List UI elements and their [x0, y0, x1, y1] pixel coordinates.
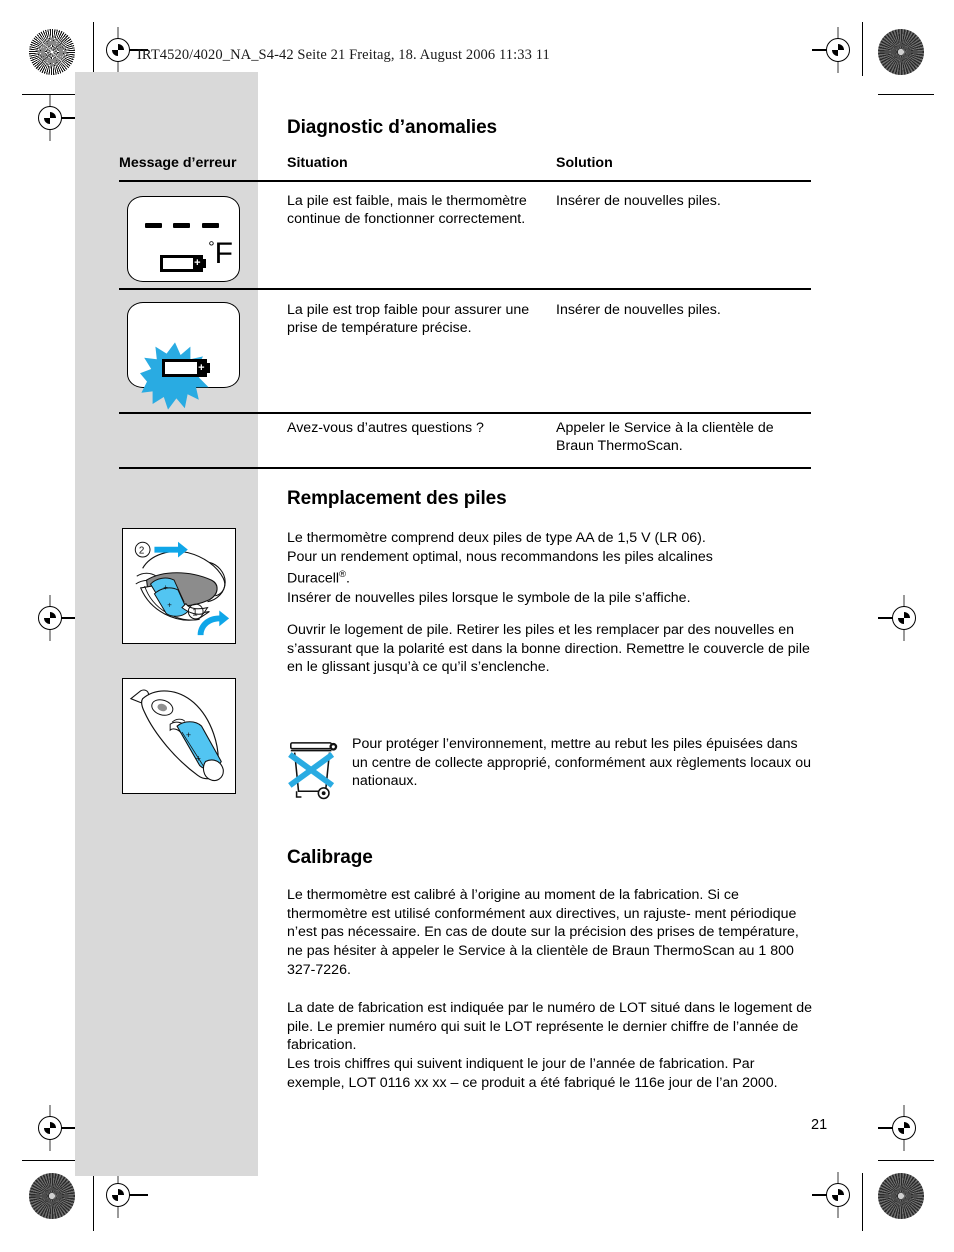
- para1-line-b: Pour un rendement optimal, nous recommandons les piles alcalines: [287, 548, 713, 565]
- table-rule-top: [119, 180, 811, 182]
- recycle-note-text: Pour protéger l’environnement, mettre au rebut les piles épuisées dans un centre de collecte approprié, conformément aux règlements locaux ou nationaux.: [352, 736, 811, 790]
- cell-solution: Insérer de nouvelles piles.: [556, 302, 721, 318]
- svg-text:+: +: [167, 600, 172, 610]
- svg-text:2: 2: [138, 545, 145, 557]
- cell-solution: Appeler le Service à la clientèle de Braun ThermoScan.: [556, 420, 774, 455]
- cell-solution: Insérer de nouvelles piles.: [556, 193, 721, 209]
- table-header-message: Message d’erreur: [119, 155, 237, 171]
- page-number: 21: [811, 1117, 828, 1133]
- para1-line-e: Insérer de nouvelles piles lorsque le symbole de la pile s’affiche.: [287, 589, 691, 606]
- table-header-situation: Situation: [287, 155, 348, 171]
- table-header-solution: Solution: [556, 155, 613, 171]
- lcd-dash-3: [202, 223, 219, 228]
- lcd-dash-2: [173, 223, 190, 228]
- lcd-dash-1: [145, 223, 162, 228]
- crossed-out-wheelie-bin-icon: [285, 735, 343, 803]
- remplacement-paragraph-2: Ouvrir le logement de pile. Retirer les piles et les remplacer par des nouvelles en s’assurant que la polarité est dans la bonne direction. Remettre le couvercle de pile en le glissant jusqu’à ce qu’il s’enclenche.: [287, 622, 810, 676]
- print-header-text: IRT4520/4020_NA_S4-42 Seite 21 Freitag, 18. August 2006 11:33 11: [137, 47, 550, 63]
- lcd-unit-fahrenheit: °F: [208, 237, 233, 270]
- section-title-diagnostic: Diagnostic d’anomalies: [287, 117, 498, 138]
- svg-text:1: 1: [192, 607, 198, 619]
- para1-brand: Duracell: [287, 571, 340, 588]
- section-title-remplacement: Remplacement des piles: [287, 488, 507, 509]
- thermometer-battery-compartment-diagram: [122, 678, 236, 794]
- para1-period: .: [346, 571, 350, 588]
- registered-trademark-symbol: ®: [339, 569, 347, 581]
- cell-situation: La pile est trop faible pour assurer une prise de température précise.: [287, 302, 530, 337]
- svg-text:+: +: [195, 753, 201, 764]
- remplacement-paragraph-1: [287, 529, 811, 608]
- svg-text:+: +: [185, 729, 192, 740]
- svg-text:+: +: [163, 582, 168, 592]
- calibrage-paragraph-1: Le thermomètre est calibré à l’origine au moment de la fabrication. Si ce thermomètre est utilisé conformément aux directives, un rajuste- ment périodique n’est pas nécessaire. En cas de doute sur la précision des prises de température, ne pas hésiter à appeler le Service à la clientèle de Braun ThermoScan au 1 800 327-7226.: [287, 887, 799, 978]
- para1-line-a: Le thermomètre comprend deux piles de type AA de 1,5 V (LR 06).: [287, 530, 706, 546]
- section-title-calibrage: Calibrage: [287, 847, 373, 868]
- calibrage-paragraph-2: La date de fabrication est indiquée par le numéro de LOT situé dans le logement de pile. Le premier numéro qui suit le LOT représente le dernier chiffre de l’année de fabrication.: [287, 1000, 813, 1054]
- battery-cover-removal-diagram: [122, 528, 236, 644]
- table-rule-bottom: [119, 467, 811, 469]
- calibrage-paragraph-3: Les trois chiffres qui suivent indiquent le jour de l’année de fabrication. Par exemple, LOT 0116 xx xx – ce produit a été fabriqué le 116e jour de l’an 2000.: [287, 1056, 778, 1091]
- lcd-display-dashes-low-battery: [127, 196, 240, 282]
- cell-situation: La pile est faible, mais le thermomètre continue de fonctionner correctement.: [287, 193, 527, 228]
- table-rule-2: [119, 412, 811, 414]
- battery-symbol-icon: +: [160, 255, 203, 272]
- cell-situation: Avez-vous d’autres questions ?: [287, 420, 484, 436]
- battery-symbol-icon: +: [162, 359, 207, 377]
- table-rule-1: [119, 288, 811, 290]
- lcd-display-flashing-battery: [127, 302, 240, 388]
